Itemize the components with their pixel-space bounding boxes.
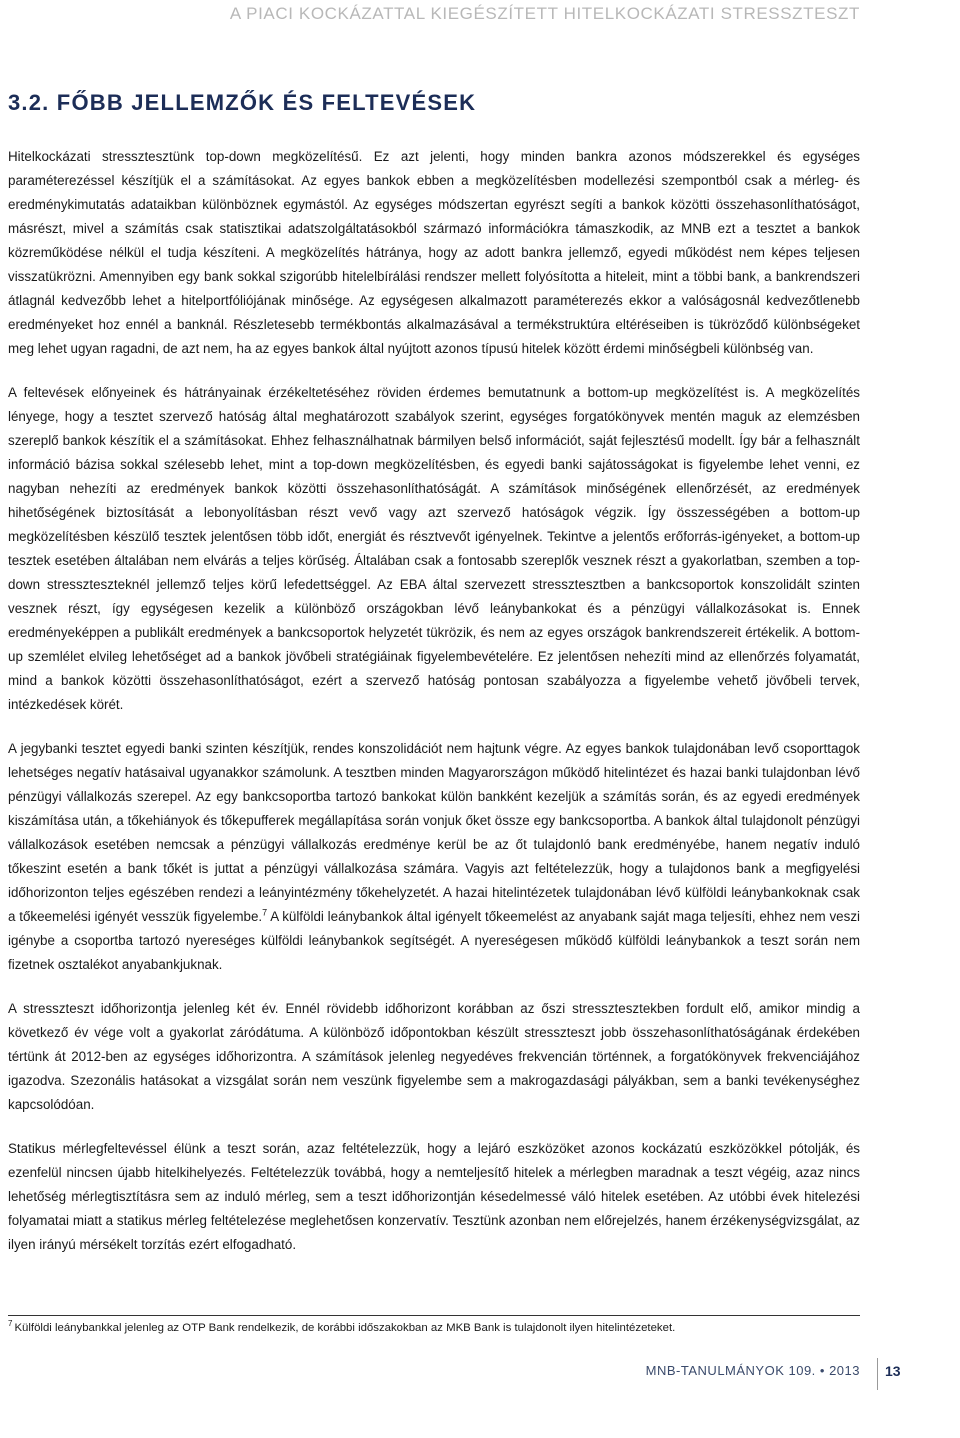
- footer-divider: [877, 1358, 878, 1390]
- footnote: [8, 1320, 860, 1336]
- paragraph-1: Hitelkockázati stressztesztünk top-down megközelítésű. Ez azt jelenti, hogy minden bankra azonos módszerekkel és egységes paraméterezéssel készítjük el a számításokat. Az egyes bankok ebben a megközelítésben modellezési szempontból csak a mérleg- és eredménykimutatás adataikban különböznek egymástól. Az egységes módszertan egyrészt segíti a bankok közötti összehasonlíthatóságot, másrészt, mivel a számítás csak statisztikai adatszolgáltatásokból származó információkra támaszkodik, az MNB ezt a tesztet a bankok közreműködése nélkül el tudja készíteni. A megközelítés hátránya, hogy az adott bankra jellemző, egyedi működést nem képes teljesen visszatükrözni. Amennyiben egy bank sokkal szigorúbb hitelelbírálási rendszer mellett folyósította a hiteleit, mint a többi bank, a bankrendszeri átlagnál kedvezőbb lehet a hitelportfóliójának minősége. Az egységesen alkalmazott paraméterezés ekkor a valóságosnál kedvezőtlenebb eredményeket hoz ennél a banknál. Részletesebb termékbontás alkalmazásával a termékstruktúra eltéréseiben is tükröződő különbségeket meg lehet ugyan ragadni, de azt nem, ha az egyes bankok által nyújtott azonos típusú hitelek között érdemi minőségbeli különbség van.: [8, 149, 860, 356]
- running-header: A PIACI KOCKÁZATTAL KIEGÉSZÍTETT HITELKOCKÁZATI STRESSZTESZT: [229, 4, 860, 23]
- footnote-text: Külföldi leánybankkal jelenleg az OTP Bank rendelkezik, de korábbi időszakokban az MKB Bank is tulajdonolt ilyen hitelintézeteket.: [14, 1322, 676, 1334]
- body-text: [8, 145, 860, 1277]
- footnote-number: 7: [8, 1319, 13, 1329]
- paragraph-3: [8, 737, 860, 977]
- page-number: 13: [885, 1363, 901, 1379]
- paragraph-5: Statikus mérlegfeltevéssel élünk a teszt során, azaz feltételezzük, hogy a lejáró eszközöket azonos kockázatú eszközökkel pótolják, és ezenfelül nincsen újabb hitelkihelyezés. Feltételezzük továbbá, hogy a nemteljesítő hitelek a mérlegben maradnak a teszt végéig, azaz nincs lehetőség mérlegtisztításra sem az induló mérleg, sem a teszt időhorizontján késedelmessé váló hitelek esetében. Az utóbbi évek hitelezési folyamatai miatt a statikus mérleg feltételezése meglehetősen konzervatív. Tesztünk azonban nem előrejelzés, hanem érzékenységvizsgálat, az ilyen irányú mérsékelt torzítás ezért elfogadható.: [8, 1141, 860, 1252]
- footnote-ref-7[interactable]: 7: [262, 907, 268, 918]
- paragraph-2: A feltevések előnyeinek és hátrányainak érzékeltetéséhez röviden érdemes bemutatnunk a bottom-up megközelítést is. A megközelítés lényege, hogy a tesztet szervező hatóság által meghatározott szabályok szerint, egységes forgatókönyvek mentén maguk az elemzésben szereplő bankok készítik el a számításokat. Ehhez felhasználhatnak bármilyen belső információt, saját fejlesztésű modellt. Így bár a felhasznált információ bázisa sokkal szélesebb lehet, mint a top-down megközelítésben, és egyedi banki sajátosságokat is figyelembe lehet venni, ez nagyban nehezíti az eredmények bankok közötti összehasonlíthatóságát. A számítások minőségének ellenőrzését, az eredmények hihetőségének biztosítását a lebonyolításban részt vevő vagy azt szervező hatóságok végzik. Így összességében a bottom-up megközelítésben készülő tesztek jelentősen több időt, energiát és résztvevőt igényelnek. Tekintve a jelentős erőforrás-igényeket, a bottom-up tesztek esetében általában nem elvárás a teljes körűség. Általában csak a fontosabb szereplők vesznek részt a gyakorlatban, szemben a top-down stresszteszteknél jellemző teljes körű lefedettséggel. Az EBA által szervezett stressztesztben a bankcsoportok konszolidált szinten vesznek részt, így egységesen kezelik a különböző országokban lévő leánybankokat és a pénzügyi vállalkozásokat is. Ennek eredményeképpen a publikált eredmények a bankcsoportok helyzetét tükrözik, és nem az egyes országok bankrendszereit értékelik. A bottom-up szemlélet elvileg lehetőséget ad a bankok jövőbeli stratégiáinak figyelembevételére. Ez jelentősen nehezíti mind az ellenőrzés folyamatát, mind a bankok közötti összehasonlíthatóságot, ezért a szervező hatóság pontosan szabályozza a figyelembe vehető jövőbeli tervek, intézkedések körét.: [8, 385, 860, 712]
- paragraph-3-part-1: A jegybanki tesztet egyedi banki szinten készítjük, rendes konszolidációt nem hajtunk végre. Az egyes bankok tulajdonában levő csoporttagok lehetséges negatív hatásaival ugyanakkor számolunk. A tesztben minden Magyarországon működő hitelintézet és hazai banki tulajdonban lévő pénzügyi vállalkozás szerepel. Az egy bankcsoportba tartozó bankokat külön bankként kezeljük a számítás során, és az egyedi eredmények kiszámítása után, a tőkehiányok és tőkepufferek megállapítása során vonjuk őket össze egy bankcsoportba. A bankok által tulajdonolt pénzügyi vállalkozások esetében nemcsak a pénzügyi vállalkozás eredménye kerül be az őt tulajdonló bank eredményébe, hanem negatív induló tőkeszint esetén a bank tőkét is juttat a pénzügyi vállalkozása számára. Vagyis azt feltételezzük, hogy a tulajdonos bank a megfigyelési időhorizonton teljes egészében rendezi a leányintézmény tőkehelyzetét. A hazai hitelintézetek tulajdonában lévő külföldi leánybankoknak csak a tőkeemelési igényét vesszük figyelembe.: [8, 741, 860, 924]
- paragraph-3-part-2: A külföldi leánybankok által igényelt tőkeemelést az anyabank saját maga teljesíti, ehhez nem veszi igénybe a csoportba tartozó nyereséges külföldi leánybankok segítségét. A nyereségesen működő külföldi leánybankok a teszt során nem fizetnek osztalékot anyabankjuknak.: [8, 909, 860, 972]
- publication-footer: MNB-TANULMÁNYOK 109. • 2013: [645, 1363, 860, 1378]
- footnote-divider: [8, 1315, 860, 1316]
- paragraph-4: A stresszteszt időhorizontja jelenleg két év. Ennél rövidebb időhorizont korábban az őszi stressztesztekben fordult elő, amikor mindig a következő év vége volt a gyakorlat záródátuma. A különböző időpontokban készült stresszteszt jobb összehasonlíthatóságának érdekében tértünk át 2012-ben az egységes időhorizontra. A számítások jelenleg negyedéves frekvencián történnek, a forgatókönyvek frekvenciájához igazodva. Szezonális hatásokat a vizsgálat során nem veszünk figyelembe sem a makrogazdasági pályákban, sem a banki tevékenységhez kapcsolódóan.: [8, 1001, 860, 1112]
- section-title: 3.2. FŐBB JELLEMZŐK ÉS FELTEVÉSEK: [8, 90, 477, 115]
